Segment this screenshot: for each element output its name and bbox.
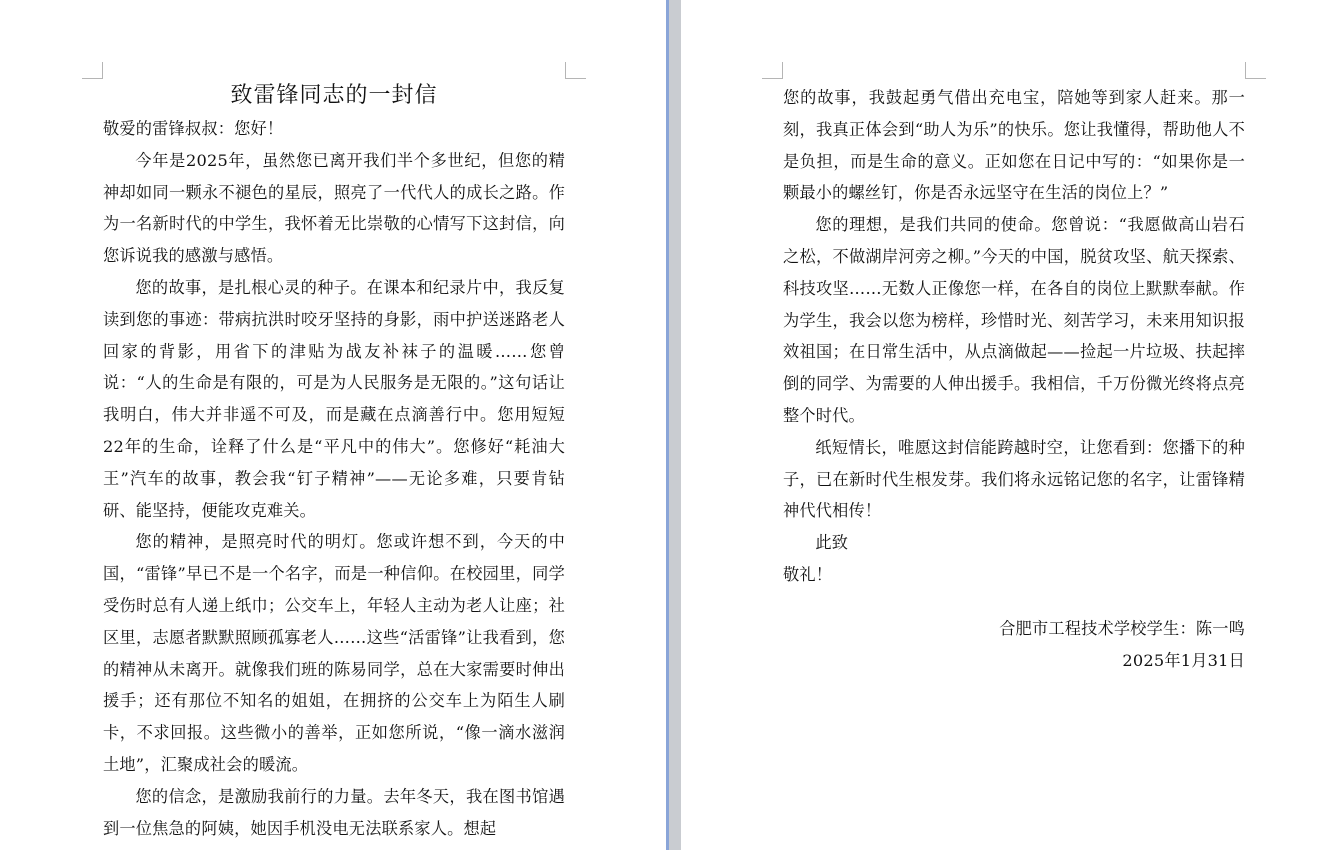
paragraph-spirit: 您的精神，是照亮时代的明灯。您或许想不到，今天的中国，“雷锋”早已不是一个名字，而是一种信仰。在校园里，同学受伤时总有人递上纸巾；公交车上，年轻人主动为老人让座；社区里，志愿者默默照顾孤寡老人……这些“活雷锋”让我看到，您的精神从未离开。就像我们班的陈易同学，总在大家需要时伸出援手；还有那位不知名的姐姐，在拥挤的公交车上为陌生人刷卡，不求回报。这些微小的善举，正如您所说，“像一滴水滋润土地”，汇聚成社会的暖流。: [103, 532, 565, 774]
page-corner-mark-top-right: [565, 62, 586, 79]
signature-block: [783, 613, 1245, 677]
page-corner-mark-top-right: [1245, 62, 1266, 79]
document-page-1[interactable]: [0, 0, 666, 850]
page-2-text-area[interactable]: [783, 82, 1245, 676]
paragraph-intro: 今年是2025年，虽然您已离开我们半个多世纪，但您的精神却如同一颗永不褪色的星辰，照亮了一代代人的成长之路。作为一名新时代的中学生，我怀着无比崇敬的心情写下这封信，向您诉说我的感激与感悟。: [103, 150, 565, 266]
paragraph-belief-continued: 您的故事，我鼓起勇气借出充电宝，陪她等到家人赶来。那一刻，我真正体会到“助人为乐”的快乐。您让我懂得，帮助他人不是负担，而是生命的意义。正如您在日记中写的：“如果你是一颗最小的螺丝钉，你是否永远坚守在生活的岗位上？”: [783, 88, 1245, 203]
signature-name: 合肥市工程技术学校学生：陈一鸣: [999, 618, 1245, 638]
page-corner-mark-top-left: [82, 62, 103, 79]
page-gap: [669, 0, 681, 850]
closing-salutation: 此致: [815, 533, 849, 553]
closing-salute: 敬礼！: [783, 564, 833, 584]
paragraph-story: 您的故事，是扎根心灵的种子。在课本和纪录片中，我反复读到您的事迹：带病抗洪时咬牙坚持的身影，雨中护送迷路老人回家的背影，用省下的津贴为战友补袜子的温暖……您曾说：“人的生命是有限的，可是为人民服务是无限的。”这句话让我明白，伟大并非遥不可及，而是藏在点滴善行中。您用短短22年的生命，诠释了什么是“平凡中的伟大”。您修好“耗油大王”汽车的故事，教会我“钉子精神”——无论多难，只要肯钻研、能坚持，便能攻克难关。: [103, 277, 565, 520]
page-corner-mark-top-left: [762, 62, 783, 79]
document-page-2[interactable]: [681, 0, 1341, 850]
paragraph-belief: 您的信念，是激励我前行的力量。去年冬天，我在图书馆遇到一位焦急的阿姨，她因手机没电无法联系家人。想起: [103, 786, 565, 838]
signature-date: 2025年1月31日: [1122, 650, 1245, 670]
letter-greeting: 敬爱的雷锋叔叔：您好！: [103, 119, 284, 138]
paragraph-ideal: 您的理想，是我们共同的使命。您曾说：“我愿做高山岩石之松，不做湖岸河旁之柳。”今天的中国，脱贫攻坚、航天探索、科技攻坚……无数人正像您一样，在各自的岗位上默默奉献。作为学生，我会以您为榜样，珍惜时光、刻苦学习，未来用知识报效祖国；在日常生活中，从点滴做起——捡起一片垃圾、扶起摔倒的同学、为需要的人伸出援手。我相信，千万份微光终将点亮整个时代。: [783, 215, 1245, 425]
paragraph-conclusion: 纸短情长，唯愿这封信能跨越时空，让您看到：您播下的种子，已在新时代生根发芽。我们将永远铭记您的名字，让雷锋精神代代相传！: [783, 437, 1245, 521]
page-1-text-area[interactable]: [103, 79, 565, 844]
letter-title: 致雷锋同志的一封信: [230, 83, 438, 108]
